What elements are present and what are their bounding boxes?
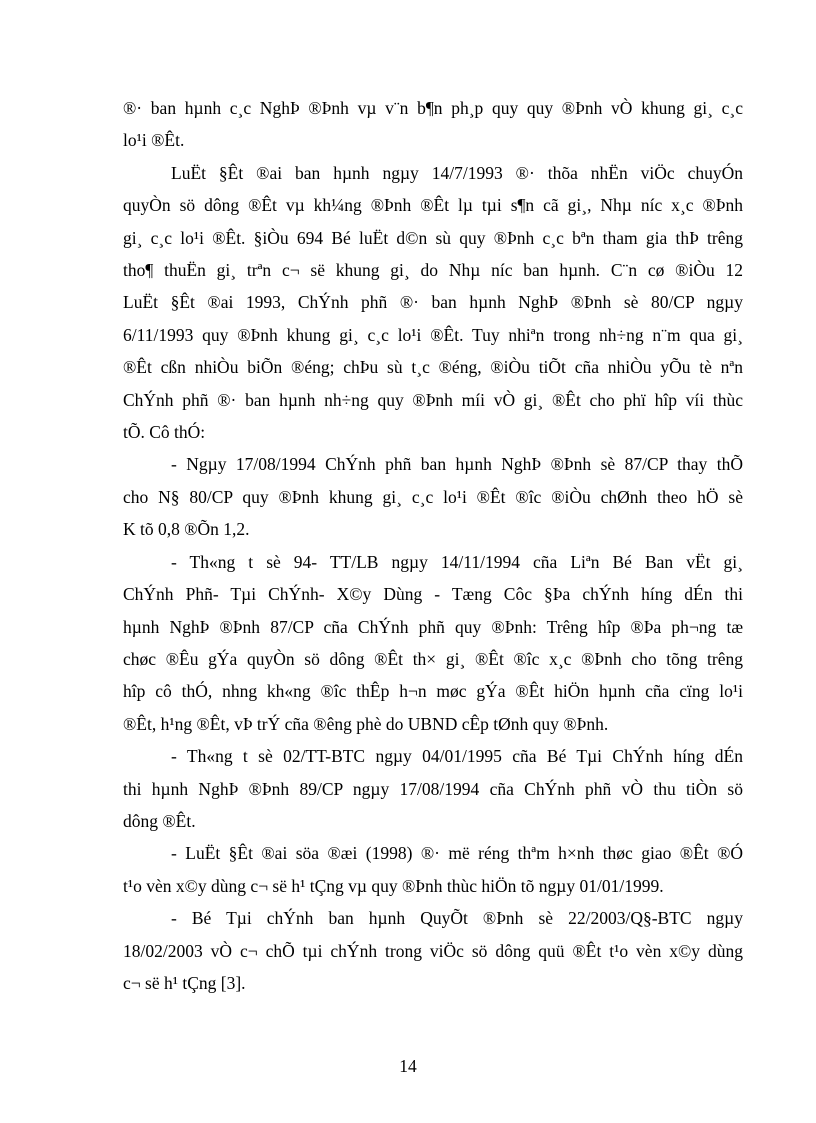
text-line: thi hµnh NghÞ ®Þnh 89/CP ngµy 17/08/1994 cña ChÝnh phñ vÒ thu tiÒn sö: [123, 778, 743, 799]
paragraph: [123, 448, 743, 545]
paragraph: [123, 837, 743, 902]
paragraph: [123, 92, 743, 157]
text-line: - LuËt §Êt ®ai söa ®æi (1998) ®· më réng thªm h×nh thøc giao ®Êt ®Ó: [171, 843, 743, 864]
text-line: - Th«ng t sè 94- TT/LB ngµy 14/11/1994 cña Liªn Bé Ban vËt gi¸: [171, 551, 743, 572]
text-line: ®Êt cßn nhiÒu biÕn ®éng; chÞu sù t¸c ®éng, ®iÒu tiÕt cña nhiÒu yÕu tè nªn: [123, 357, 743, 378]
text-line: lo¹i ®Êt.: [123, 130, 185, 151]
text-line: - Ngµy 17/08/1994 ChÝnh phñ ban hµnh NghÞ ®Þnh sè 87/CP thay thÕ: [171, 454, 743, 475]
paragraph: [123, 546, 743, 740]
text-line: 18/02/2003 vÒ c¬ chÕ tµi chÝnh trong viÖc sö dông quü ®Êt t¹o vèn x©y dùng: [123, 940, 743, 961]
text-line: tÕ. Cô thÓ:: [123, 422, 206, 443]
paragraph: [123, 902, 743, 999]
paragraph: [123, 157, 743, 449]
text-line: c¬ së h¹ tÇng [3].: [123, 972, 246, 993]
text-line: ChÝnh Phñ- Tµi ChÝnh- X©y Dùng - Tæng Côc §Þa chÝnh híng dÉn thi: [123, 584, 743, 605]
text-line: chøc ®Êu gÝa quyÒn sö dông ®Êt th× gi¸ ®Êt ®îc x¸c ®Þnh cho tõng trêng: [123, 648, 743, 669]
text-line: ChÝnh phñ ®· ban hµnh nh÷ng quy ®Þnh míi vÒ gi¸ ®Êt cho phï hîp víi thùc: [123, 389, 743, 410]
text-line: t¹o vèn x©y dùng c¬ së h¹ tÇng vµ quy ®Þnh thùc hiÖn tõ ngµy 01/01/1999.: [123, 875, 664, 896]
text-line: 6/11/1993 quy ®Þnh khung gi¸ c¸c lo¹i ®Êt. Tuy nhiªn trong nh÷ng n¨m qua gi¸: [123, 324, 743, 345]
text-line: cho N§ 80/CP quy ®Þnh khung gi¸ c¸c lo¹i ®Êt ®îc ®iÒu chØnh theo hÖ sè: [123, 486, 743, 507]
text-line: - Bé Tµi chÝnh ban hµnh QuyÕt ®Þnh sè 22/2003/Q§-BTC ngµy: [171, 908, 743, 929]
text-line: dông ®Êt.: [123, 810, 196, 831]
document-body: [123, 92, 743, 999]
text-line: LuËt §Êt ®ai 1993, ChÝnh phñ ®· ban hµnh NghÞ ®Þnh sè 80/CP ngµy: [123, 292, 743, 313]
page-number: 14: [399, 1056, 417, 1076]
text-line: tho¶ thuËn gi¸ trªn c¬ së khung gi¸ do Nhµ níc ban hµnh. C¨n cø ®iÒu 12: [123, 260, 743, 281]
text-line: hîp cô thÓ, nhng kh«ng ®îc thÊp h¬n møc gÝa ®Êt hiÖn hµnh cña cïng lo¹i: [123, 681, 743, 702]
text-line: LuËt §Êt ®ai ban hµnh ngµy 14/7/1993 ®· thõa nhËn viÖc chuyÓn: [171, 162, 743, 183]
paragraph: [123, 740, 743, 837]
text-line: hµnh NghÞ ®Þnh 87/CP cña ChÝnh phñ quy ®Þnh: Trêng hîp ®Þa ph¬ng tæ: [123, 616, 743, 637]
text-line: ®Êt, h¹ng ®Êt, vÞ trÝ cña ®êng phè do UBND cÊp tØnh quy ®Þnh.: [123, 713, 609, 734]
text-line: gi¸ c¸c lo¹i ®Êt. §iÒu 694 Bé luËt d©n sù quy ®Þnh c¸c bªn tham gia thÞ trêng: [123, 227, 743, 248]
text-line: ®· ban hµnh c¸c NghÞ ®Þnh vµ v¨n b¶n ph¸p quy quy ®Þnh vÒ khung gi¸ c¸c: [123, 98, 743, 118]
text-line: - Th«ng t sè 02/TT-BTC ngµy 04/01/1995 cña Bé Tµi ChÝnh híng dÉn: [171, 746, 743, 767]
text-line: quyÒn sö dông ®Êt vµ kh¼ng ®Þnh ®Êt lµ tµi s¶n cã gi¸, Nhµ níc x¸c ®Þnh: [123, 195, 743, 216]
text-line: K tõ 0,8 ®Õn 1,2.: [123, 519, 250, 540]
